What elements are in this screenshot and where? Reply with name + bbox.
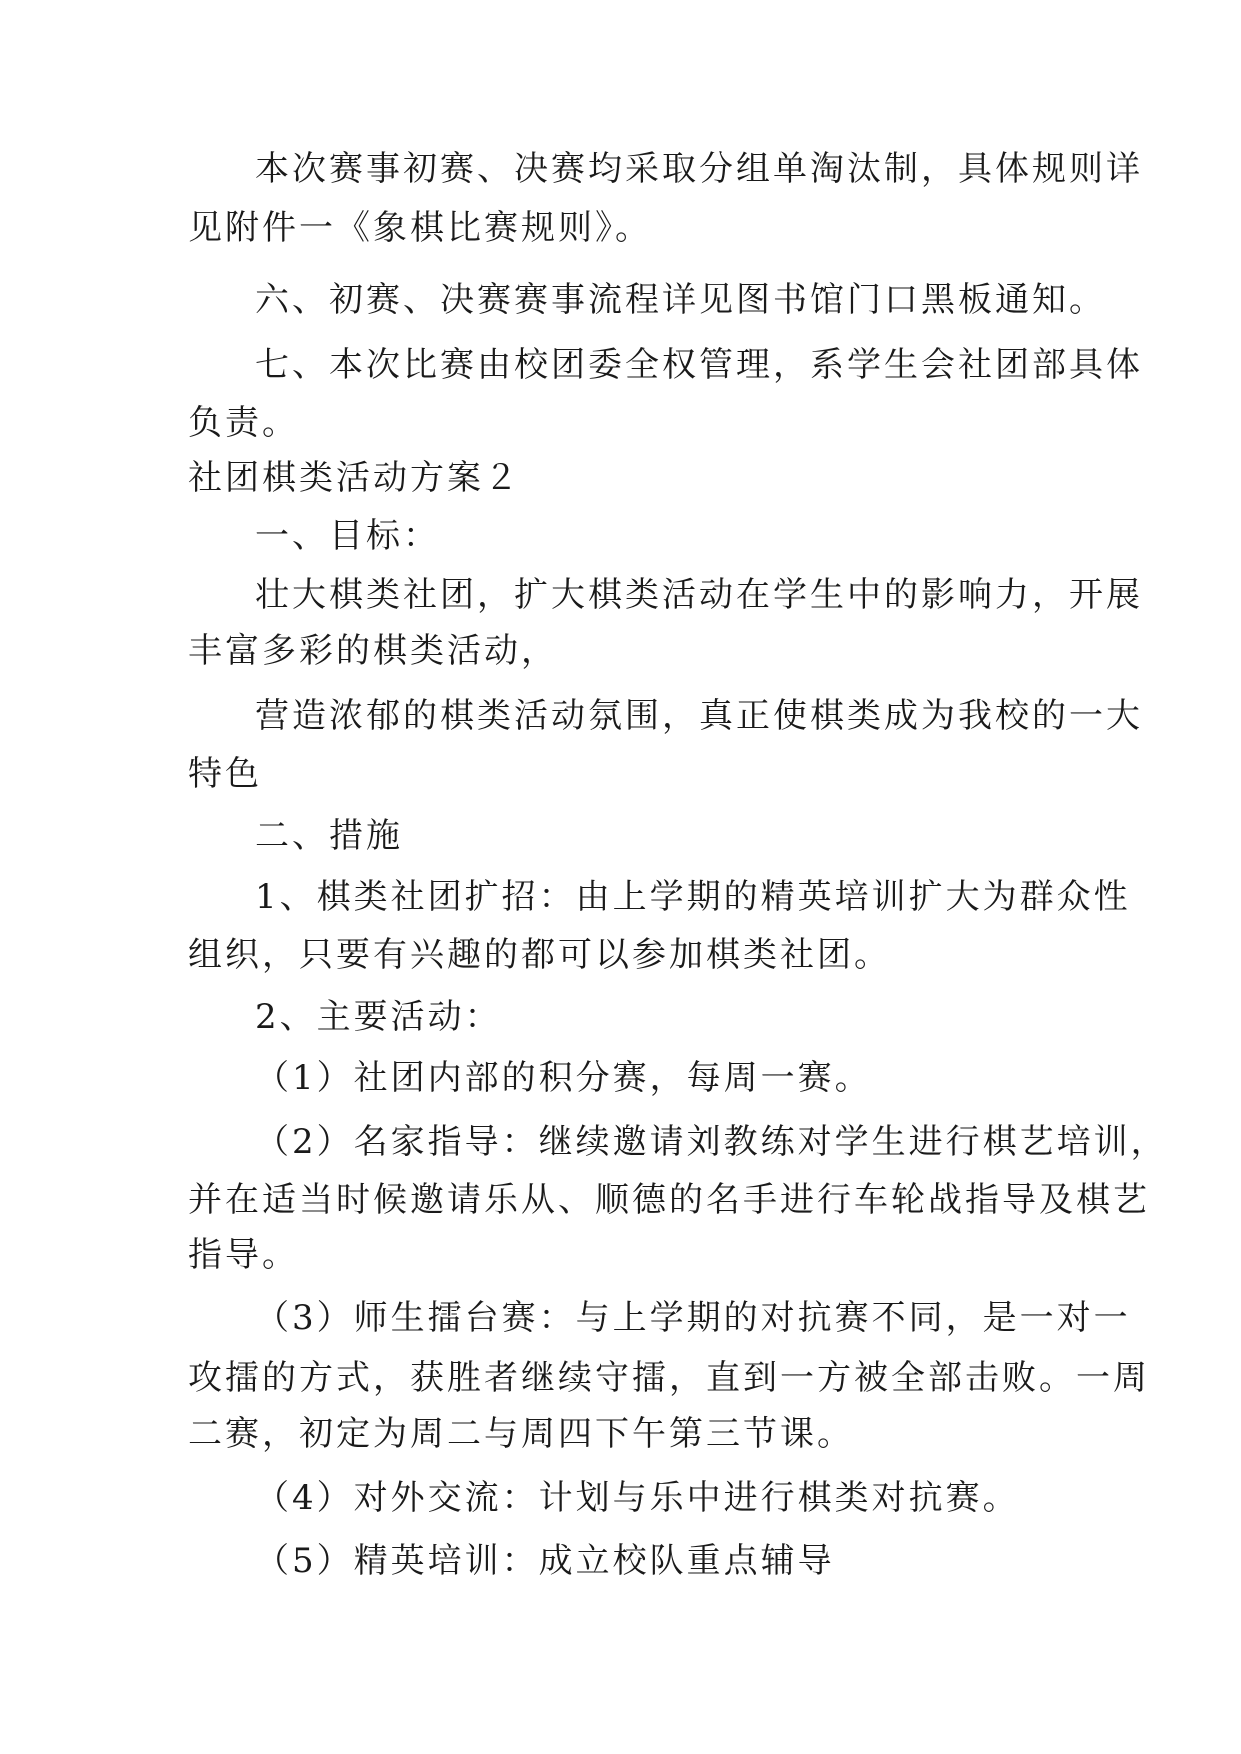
section-heading: 社团棋类活动方案２: [188, 458, 521, 498]
paragraph-line: （1）社团内部的积分赛，每周一赛。: [255, 1058, 872, 1098]
paragraph-line: 七、本次比赛由校团委全权管理，系学生会社团部具体: [255, 345, 1143, 385]
paragraph-line: （2）名家指导：继续邀请刘教练对学生进行棋艺培训，: [255, 1122, 1168, 1162]
paragraph-line: 组织，只要有兴趣的都可以参加棋类社团。: [188, 935, 891, 975]
paragraph-line: （3）师生擂台赛：与上学期的对抗赛不同，是一对一: [255, 1298, 1131, 1338]
paragraph-line: 1、棋类社团扩招：由上学期的精英培训扩大为群众性: [255, 877, 1131, 917]
paragraph-line: 丰富多彩的棋类活动，: [188, 631, 558, 671]
paragraph-line: 壮大棋类社团，扩大棋类活动在学生中的影响力，开展: [255, 575, 1143, 615]
paragraph-line: 六、初赛、决赛赛事流程详见图书馆门口黑板通知。: [255, 280, 1106, 320]
paragraph-line: （5）精英培训：成立校队重点辅导: [255, 1541, 835, 1581]
paragraph-line: 二赛，初定为周二与周四下午第三节课。: [188, 1414, 854, 1454]
paragraph-line: 见附件一《象棋比赛规则》。: [188, 208, 652, 248]
paragraph-line: 2、主要活动：: [255, 997, 502, 1037]
paragraph-line: 营造浓郁的棋类活动氛围，真正使棋类成为我校的一大: [255, 696, 1143, 736]
paragraph-line: 二、措施: [255, 816, 403, 856]
paragraph-line: 本次赛事初赛、决赛均采取分组单淘汰制，具体规则详: [255, 149, 1143, 189]
paragraph-line: 并在适当时候邀请乐从、顺德的名手进行车轮战指导及棋艺: [188, 1180, 1150, 1220]
paragraph-line: 指导。: [188, 1235, 299, 1275]
paragraph-line: 一、目标：: [255, 516, 440, 556]
paragraph-line: 攻擂的方式，获胜者继续守擂，直到一方被全部击败。一周: [188, 1358, 1150, 1398]
paragraph-line: 负责。: [188, 403, 299, 443]
paragraph-line: （4）对外交流：计划与乐中进行棋类对抗赛。: [255, 1478, 1020, 1518]
paragraph-line: 特色: [188, 754, 262, 794]
